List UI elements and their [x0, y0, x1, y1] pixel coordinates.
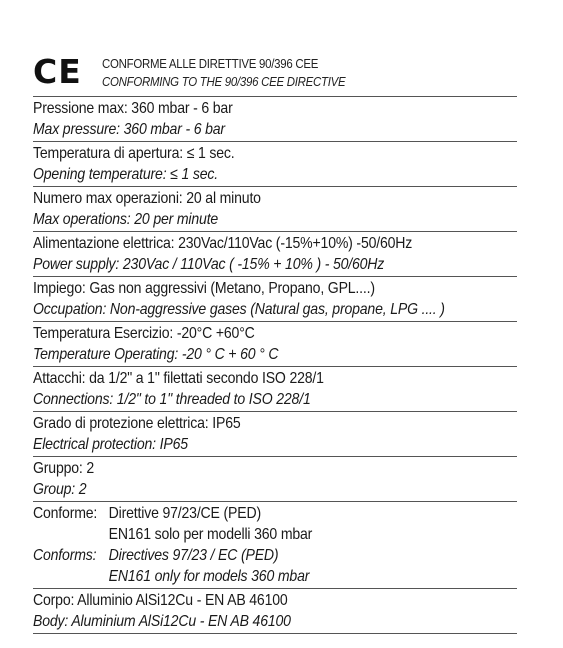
- spec-sheet: [33, 50, 517, 634]
- conforme-line-3: [33, 545, 459, 566]
- spec-row-power-supply: [33, 232, 517, 277]
- spec-it: Corpo: Alluminio AlSi12Cu - EN AB 46100: [33, 592, 288, 609]
- conforme-line-2: [33, 524, 459, 545]
- spec-it: Attacchi: da 1/2" a 1" filettati secondo ISO 228/1: [33, 370, 324, 387]
- spec-en: Group: 2: [33, 481, 87, 498]
- ce-header-text: [102, 55, 345, 91]
- spec-en: Body: Aluminium AlSi12Cu - EN AB 46100: [33, 613, 291, 630]
- spec-row-body: [33, 589, 517, 634]
- conforme-label-en: Conforms:: [33, 547, 97, 564]
- conforme-line-1: [33, 503, 459, 524]
- conforme-value-it-1: Direttive 97/23/CE (PED): [108, 505, 261, 522]
- ce-header: [33, 50, 517, 97]
- spec-row-group: [33, 457, 517, 502]
- spec-row-connections: [33, 367, 517, 412]
- spec-it: Numero max operazioni: 20 al minuto: [33, 190, 261, 207]
- spec-row-pressure: [33, 97, 517, 142]
- ce-mark-icon: CE: [33, 52, 82, 91]
- spec-en: Max pressure: 360 mbar - 6 bar: [33, 121, 225, 138]
- conforme-label-it: Conforme:: [33, 505, 98, 522]
- spec-it: Temperatura di apertura: ≤ 1 sec.: [33, 145, 235, 162]
- conforme-line-4: [33, 566, 459, 587]
- spec-it: Alimentazione elettrica: 230Vac/110Vac (-15%+10%) -50/60Hz: [33, 235, 413, 252]
- ce-header-en: CONFORMING TO THE 90/396 CEE DIRECTIVE: [102, 74, 346, 89]
- spec-it: Pressione max: 360 mbar - 6 bar: [33, 100, 233, 117]
- spec-row-conforms: [33, 502, 517, 589]
- spec-it: Gruppo: 2: [33, 460, 95, 477]
- spec-it: Impiego: Gas non aggressivi (Metano, Propano, GPL....): [33, 280, 375, 297]
- spec-en: Max operations: 20 per minute: [33, 211, 219, 228]
- spec-row-temperature: [33, 322, 517, 367]
- conforme-value-en-2: EN161 only for models 360 mbar: [108, 568, 310, 585]
- spec-en: Opening temperature: ≤ 1 sec.: [33, 166, 218, 183]
- conforme-value-en-1: Directives 97/23 / EC (PED): [108, 547, 279, 564]
- ce-header-it: CONFORME ALLE DIRETTIVE 90/396 CEE: [102, 56, 319, 71]
- spec-row-protection: [33, 412, 517, 457]
- spec-en: Electrical protection: IP65: [33, 436, 188, 453]
- spec-row-operations: [33, 187, 517, 232]
- spec-it: Grado di protezione elettrica: IP65: [33, 415, 241, 432]
- spec-row-opening-time: [33, 142, 517, 187]
- spec-en: Connections: 1/2" to 1" threaded to ISO 228/1: [33, 391, 311, 408]
- spec-row-occupation: [33, 277, 517, 322]
- conforme-value-it-2: EN161 solo per modelli 360 mbar: [108, 526, 313, 543]
- spec-en: Temperature Operating: -20 ° C + 60 ° C: [33, 346, 279, 363]
- spec-en: Power supply: 230Vac / 110Vac ( -15% + 10% ) - 50/60Hz: [33, 256, 385, 273]
- spec-en: Occupation: Non-aggressive gases (Natural gas, propane, LPG .... ): [33, 301, 445, 318]
- spec-it: Temperatura Esercizio: -20°C +60°C: [33, 325, 255, 342]
